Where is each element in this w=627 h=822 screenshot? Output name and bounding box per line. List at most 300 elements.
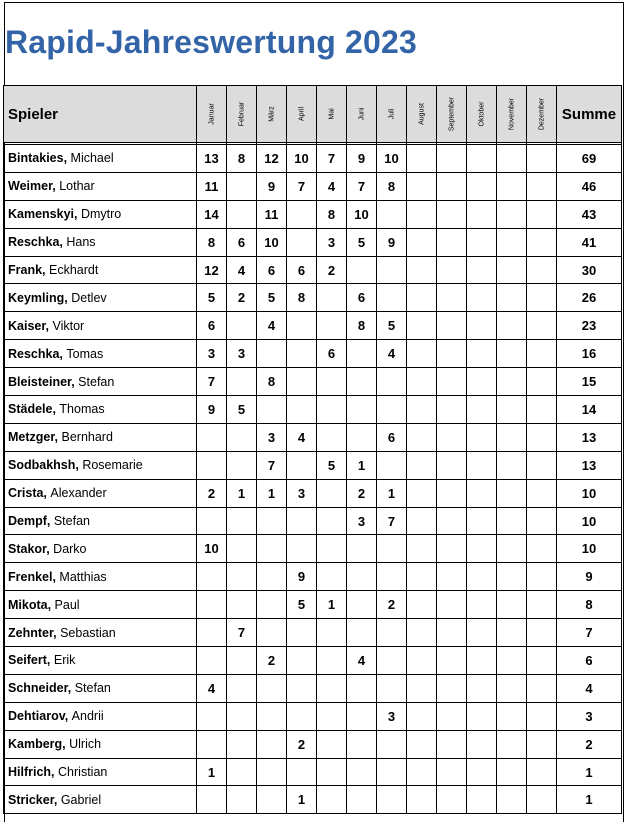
sum-cell: 2: [557, 730, 622, 758]
score-cell: [407, 228, 437, 256]
score-cell: [497, 145, 527, 173]
score-cell: [287, 228, 317, 256]
score-cell: 2: [317, 256, 347, 284]
score-cell: 12: [257, 145, 287, 173]
score-cell: [467, 256, 497, 284]
score-cell: [227, 647, 257, 675]
score-cell: [347, 674, 377, 702]
score-cell: [347, 786, 377, 814]
score-cell: [347, 758, 377, 786]
score-cell: [197, 702, 227, 730]
score-cell: 8: [377, 172, 407, 200]
score-cell: [257, 619, 287, 647]
score-cell: [347, 730, 377, 758]
score-cell: 10: [377, 145, 407, 173]
score-cell: [257, 730, 287, 758]
table-row: [4, 674, 622, 702]
score-cell: [437, 145, 467, 173]
player-last-name: Frank,: [8, 263, 46, 277]
score-cell: 14: [197, 200, 227, 228]
sum-cell: 1: [557, 758, 622, 786]
score-cell: [527, 200, 557, 228]
score-cell: 6: [257, 256, 287, 284]
score-cell: 7: [377, 507, 407, 535]
score-cell: [227, 535, 257, 563]
player-name: [4, 396, 197, 424]
score-cell: 2: [227, 284, 257, 312]
score-cell: [407, 507, 437, 535]
score-cell: [377, 200, 407, 228]
table-row: [4, 730, 622, 758]
player-name: [4, 200, 197, 228]
player-name: [4, 591, 197, 619]
score-cell: 5: [317, 451, 347, 479]
header-month: [467, 86, 497, 143]
player-last-name: Sodbakhsh,: [8, 458, 79, 473]
table-row: [4, 423, 622, 451]
header-month-label: Februar: [238, 101, 245, 127]
score-cell: [467, 368, 497, 396]
player-first-name: Andrii: [68, 709, 104, 724]
table-row: [4, 479, 622, 507]
sum-cell: 10: [557, 535, 622, 563]
header-month-label: April: [298, 106, 305, 122]
table-row: [4, 228, 622, 256]
table-row: [4, 200, 622, 228]
score-cell: [377, 256, 407, 284]
sum-cell: 69: [557, 145, 622, 173]
score-cell: [407, 702, 437, 730]
player-last-name: Dehtiarov,: [8, 709, 69, 724]
header-month-label: Mai: [328, 108, 335, 120]
score-cell: [527, 284, 557, 312]
score-cell: [437, 591, 467, 619]
score-cell: [317, 423, 347, 451]
sum-cell: 9: [557, 563, 622, 591]
table-row: [4, 758, 622, 786]
score-cell: [407, 200, 437, 228]
score-cell: [287, 702, 317, 730]
score-cell: [527, 535, 557, 563]
score-cell: [347, 702, 377, 730]
score-cell: [377, 674, 407, 702]
player-first-name: Stefan: [71, 681, 111, 696]
score-cell: [257, 507, 287, 535]
player-last-name: Crista,: [8, 486, 47, 501]
score-cell: [377, 758, 407, 786]
score-cell: 3: [197, 340, 227, 368]
score-cell: [407, 730, 437, 758]
sum-cell: 16: [557, 340, 622, 368]
table-row: [4, 172, 622, 200]
header-month: [287, 86, 317, 143]
score-cell: [227, 200, 257, 228]
score-cell: 7: [317, 145, 347, 173]
player-name: [4, 228, 197, 256]
header-month: [527, 86, 557, 143]
score-cell: [287, 674, 317, 702]
sum-cell: 13: [557, 423, 622, 451]
score-cell: 3: [377, 702, 407, 730]
score-cell: 5: [257, 284, 287, 312]
score-cell: [467, 674, 497, 702]
player-name: [4, 284, 197, 312]
player-name: [4, 647, 197, 675]
header-month-label: September: [448, 96, 455, 132]
score-cell: [527, 647, 557, 675]
score-cell: 4: [287, 423, 317, 451]
player-name: [4, 563, 197, 591]
player-name: [4, 786, 197, 814]
score-cell: 4: [227, 256, 257, 284]
score-cell: [527, 619, 557, 647]
score-cell: [407, 786, 437, 814]
score-cell: [467, 172, 497, 200]
score-cell: [527, 730, 557, 758]
score-cell: [287, 507, 317, 535]
player-name: [4, 507, 197, 535]
sum-cell: 30: [557, 256, 622, 284]
header-month-label: Oktober: [478, 101, 485, 127]
header-month: [317, 86, 347, 143]
score-cell: [467, 396, 497, 424]
score-cell: [467, 200, 497, 228]
score-cell: [527, 674, 557, 702]
score-cell: [467, 591, 497, 619]
player-last-name: Kaiser,: [8, 318, 50, 333]
score-cell: 13: [197, 145, 227, 173]
score-cell: [527, 479, 557, 507]
table-row: [4, 451, 622, 479]
score-cell: 7: [257, 451, 287, 479]
score-cell: 3: [317, 228, 347, 256]
score-cell: [497, 702, 527, 730]
sum-cell: 14: [557, 396, 622, 424]
player-name: [4, 535, 197, 563]
score-cell: [497, 730, 527, 758]
score-cell: [407, 284, 437, 312]
score-cell: 1: [317, 591, 347, 619]
player-name: [4, 340, 197, 368]
score-cell: 4: [347, 647, 377, 675]
score-cell: [497, 284, 527, 312]
score-cell: 6: [227, 228, 257, 256]
player-last-name: Zehnter,: [8, 625, 57, 640]
score-cell: [317, 619, 347, 647]
score-cell: [257, 340, 287, 368]
score-cell: [527, 758, 557, 786]
score-cell: [347, 256, 377, 284]
header-month: [437, 86, 467, 143]
score-cell: [497, 619, 527, 647]
score-cell: [407, 145, 437, 173]
score-cell: [227, 423, 257, 451]
score-cell: [497, 535, 527, 563]
score-cell: 4: [377, 340, 407, 368]
score-cell: [527, 172, 557, 200]
score-cell: [227, 368, 257, 396]
score-cell: [437, 758, 467, 786]
score-cell: [377, 396, 407, 424]
score-cell: 2: [257, 647, 287, 675]
player-first-name: Detlev: [67, 290, 107, 305]
score-cell: 4: [317, 172, 347, 200]
player-name: [4, 423, 197, 451]
score-cell: [287, 535, 317, 563]
table-body: [4, 143, 622, 814]
score-cell: [467, 451, 497, 479]
score-cell: [467, 423, 497, 451]
player-first-name: Eckhardt: [45, 263, 99, 277]
score-cell: [227, 786, 257, 814]
table-row: [4, 535, 622, 563]
score-cell: 3: [257, 423, 287, 451]
sum-cell: 4: [557, 674, 622, 702]
score-cell: [377, 786, 407, 814]
player-last-name: Kamenskyi,: [8, 207, 78, 222]
score-cell: [437, 396, 467, 424]
score-cell: 3: [227, 340, 257, 368]
score-cell: 8: [287, 284, 317, 312]
score-cell: [407, 647, 437, 675]
score-cell: [317, 396, 347, 424]
header-sum: Summe: [557, 86, 622, 143]
sum-cell: 10: [557, 479, 622, 507]
score-cell: [497, 256, 527, 284]
score-cell: [407, 479, 437, 507]
score-cell: [527, 256, 557, 284]
score-cell: [527, 591, 557, 619]
score-cell: [317, 647, 347, 675]
score-cell: 5: [197, 284, 227, 312]
score-cell: 8: [317, 200, 347, 228]
player-last-name: Städele,: [8, 402, 56, 417]
score-cell: [407, 340, 437, 368]
player-last-name: Stricker,: [8, 792, 58, 807]
score-cell: [437, 535, 467, 563]
player-last-name: Bleisteiner,: [8, 374, 75, 389]
score-cell: [227, 312, 257, 340]
player-first-name: Michael: [67, 151, 114, 166]
score-cell: [317, 507, 347, 535]
table-row: [4, 284, 622, 312]
score-cell: [227, 563, 257, 591]
score-cell: 7: [347, 172, 377, 200]
score-cell: [527, 423, 557, 451]
score-cell: [497, 172, 527, 200]
score-cell: [497, 507, 527, 535]
score-cell: [227, 451, 257, 479]
score-cell: [227, 674, 257, 702]
table-row: [4, 563, 622, 591]
score-cell: 2: [347, 479, 377, 507]
score-cell: [407, 619, 437, 647]
player-first-name: Dmytro: [77, 207, 122, 222]
score-cell: [257, 786, 287, 814]
score-cell: [317, 758, 347, 786]
score-cell: [437, 786, 467, 814]
score-cell: [407, 563, 437, 591]
player-name: [4, 730, 197, 758]
score-cell: [377, 647, 407, 675]
score-cell: [347, 619, 377, 647]
score-cell: 4: [257, 312, 287, 340]
score-cell: [377, 619, 407, 647]
score-cell: 8: [347, 312, 377, 340]
player-name: [4, 312, 197, 340]
score-cell: [227, 172, 257, 200]
score-cell: 6: [347, 284, 377, 312]
player-first-name: Christian: [54, 765, 108, 780]
score-cell: [317, 563, 347, 591]
score-cell: [497, 340, 527, 368]
score-cell: [407, 368, 437, 396]
score-cell: [317, 479, 347, 507]
sum-cell: 1: [557, 786, 622, 814]
player-first-name: Ulrich: [65, 737, 102, 752]
score-cell: [347, 563, 377, 591]
score-cell: [257, 674, 287, 702]
score-cell: 10: [197, 535, 227, 563]
table-row: [4, 368, 622, 396]
score-cell: [227, 591, 257, 619]
score-cell: [227, 758, 257, 786]
player-last-name: Bintakies,: [8, 151, 68, 166]
score-cell: [317, 702, 347, 730]
score-cell: [437, 340, 467, 368]
player-last-name: Dempf,: [8, 514, 51, 529]
player-name: [4, 479, 197, 507]
score-cell: [407, 172, 437, 200]
score-cell: [407, 535, 437, 563]
header-player: Spieler: [4, 86, 197, 143]
table-row: [4, 145, 622, 173]
score-cell: 6: [197, 312, 227, 340]
score-cell: 2: [197, 479, 227, 507]
score-cell: [437, 228, 467, 256]
score-cell: [527, 786, 557, 814]
table-row: [4, 647, 622, 675]
score-cell: 1: [347, 451, 377, 479]
score-cell: [467, 507, 497, 535]
score-cell: 7: [287, 172, 317, 200]
score-cell: [287, 647, 317, 675]
score-cell: [497, 674, 527, 702]
score-cell: 1: [227, 479, 257, 507]
score-cell: [527, 507, 557, 535]
score-cell: [437, 674, 467, 702]
score-cell: [197, 619, 227, 647]
score-cell: [317, 368, 347, 396]
player-last-name: Metzger,: [8, 430, 59, 445]
player-last-name: Frenkel,: [8, 569, 56, 584]
score-cell: [437, 479, 467, 507]
score-cell: [197, 563, 227, 591]
player-last-name: Keymling,: [8, 290, 68, 305]
score-cell: [437, 284, 467, 312]
player-first-name: Stefan: [74, 374, 115, 389]
score-cell: [467, 730, 497, 758]
score-cell: [287, 396, 317, 424]
score-cell: 7: [197, 368, 227, 396]
score-cell: [227, 507, 257, 535]
table-header-row: [4, 86, 622, 143]
score-cell: [287, 451, 317, 479]
score-cell: 9: [347, 145, 377, 173]
sum-cell: 3: [557, 702, 622, 730]
score-cell: [347, 396, 377, 424]
score-cell: 1: [197, 758, 227, 786]
score-cell: 6: [287, 256, 317, 284]
score-cell: 3: [347, 507, 377, 535]
score-cell: [347, 340, 377, 368]
score-cell: 3: [287, 479, 317, 507]
score-cell: [287, 758, 317, 786]
header-month-label: November: [508, 97, 515, 131]
score-cell: [227, 702, 257, 730]
player-last-name: Weimer,: [8, 179, 56, 194]
score-cell: 10: [257, 228, 287, 256]
player-last-name: Kamberg,: [8, 737, 66, 752]
score-cell: [437, 730, 467, 758]
score-cell: 5: [347, 228, 377, 256]
table-row: [4, 507, 622, 535]
score-cell: 9: [287, 563, 317, 591]
sum-cell: 23: [557, 312, 622, 340]
score-cell: [467, 535, 497, 563]
score-cell: [527, 451, 557, 479]
score-cell: [467, 284, 497, 312]
score-cell: [197, 591, 227, 619]
header-month: [347, 86, 377, 143]
header-month-label: Juli: [388, 108, 395, 120]
sum-cell: 10: [557, 507, 622, 535]
score-cell: [437, 563, 467, 591]
score-cell: 11: [197, 172, 227, 200]
score-cell: [497, 591, 527, 619]
score-cell: [467, 228, 497, 256]
score-cell: [437, 702, 467, 730]
score-cell: 5: [377, 312, 407, 340]
player-last-name: Reschka,: [8, 235, 63, 250]
score-cell: 10: [347, 200, 377, 228]
score-cell: [317, 674, 347, 702]
score-cell: 10: [287, 145, 317, 173]
player-last-name: Reschka,: [8, 346, 63, 361]
table-row: [4, 396, 622, 424]
header-month: [197, 86, 227, 143]
header-month: [257, 86, 287, 143]
score-cell: [467, 479, 497, 507]
score-cell: 6: [377, 423, 407, 451]
score-cell: [437, 368, 467, 396]
table-row: [4, 786, 622, 814]
score-cell: 8: [257, 368, 287, 396]
sum-cell: 43: [557, 200, 622, 228]
table-row: [4, 591, 622, 619]
score-cell: [197, 451, 227, 479]
score-cell: 1: [377, 479, 407, 507]
sum-cell: 6: [557, 647, 622, 675]
page-title: Rapid-Jahreswertung 2023: [5, 24, 418, 60]
score-cell: [347, 368, 377, 396]
header-month: [227, 86, 257, 143]
player-first-name: Thomas: [55, 402, 105, 417]
player-first-name: Tomas: [62, 346, 104, 361]
sum-cell: 7: [557, 619, 622, 647]
table-row: [4, 619, 622, 647]
player-name: [4, 619, 197, 647]
